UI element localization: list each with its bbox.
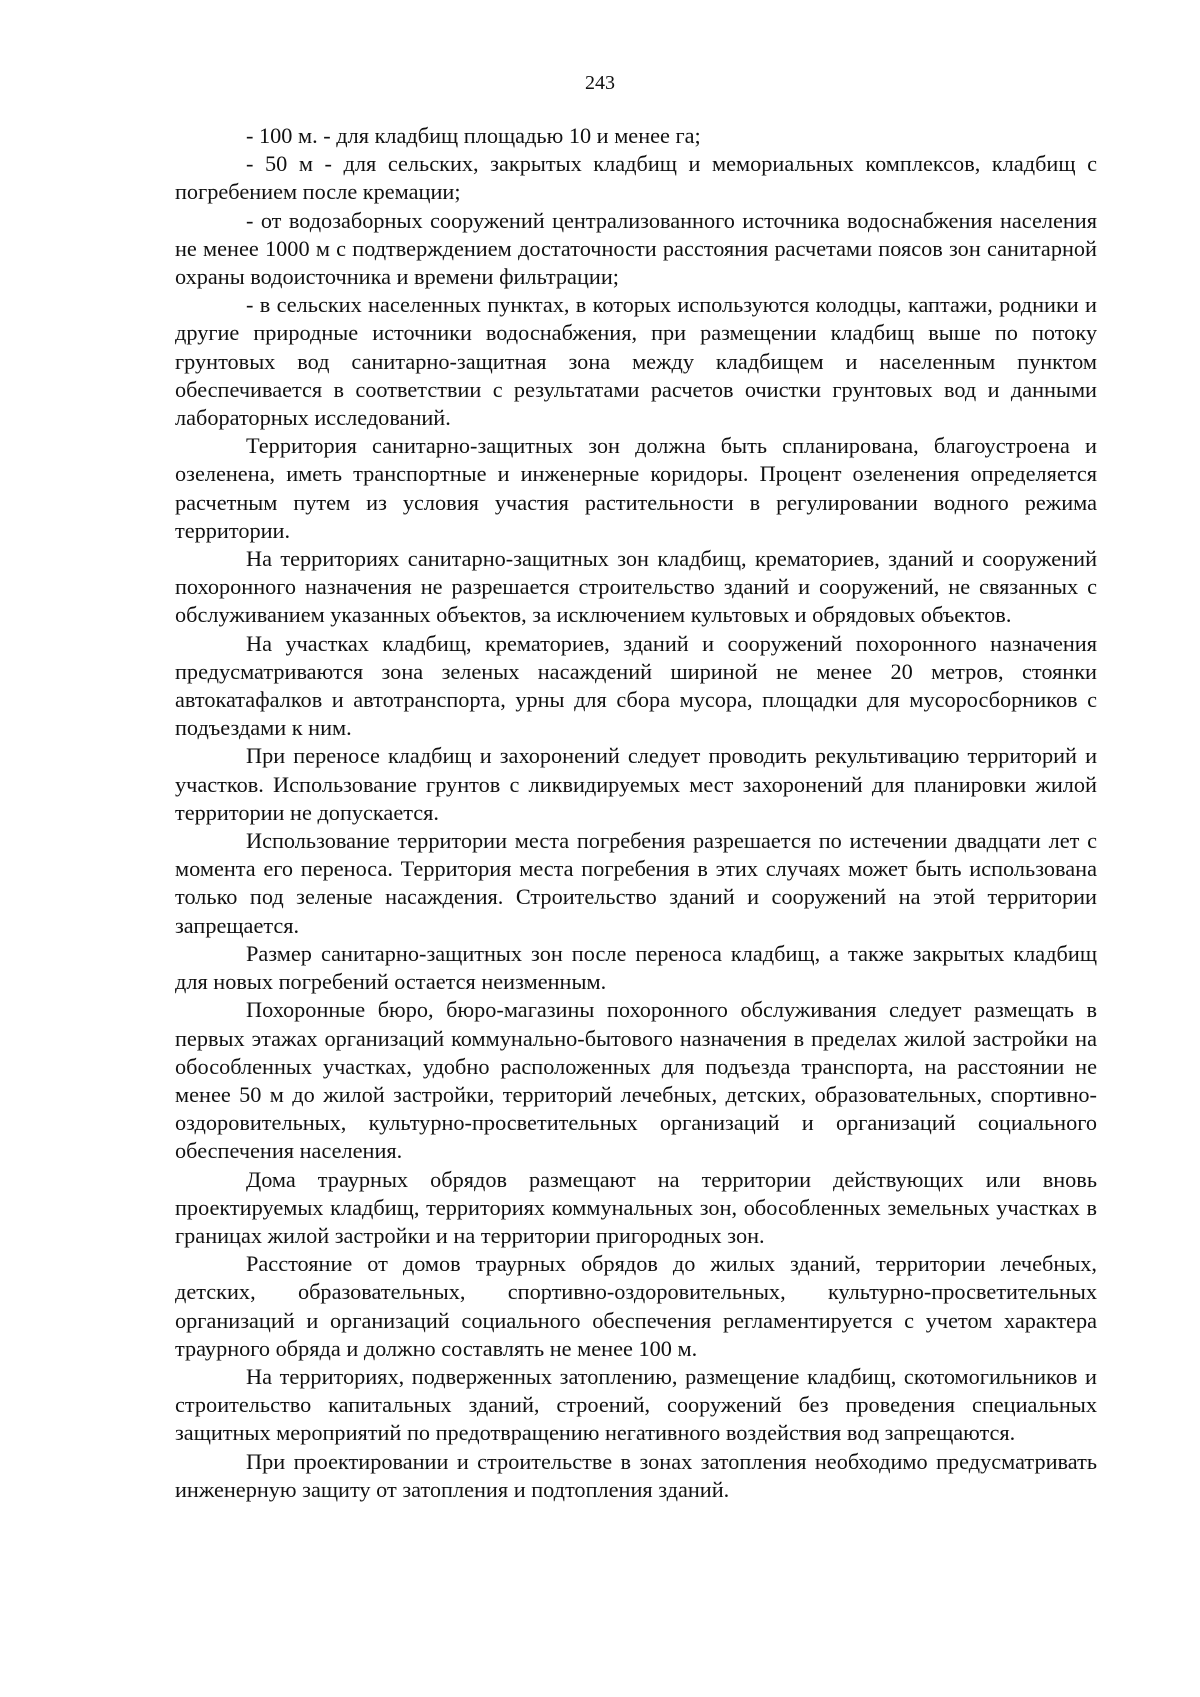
document-body: [175, 122, 1097, 1504]
paragraph-flood-areas: На территориях, подверженных затоплению, размещение кладбищ, скотомогильников и строительство капитальных зданий, строений, сооружений без проведения специальных защитных мероприятий по предотвращению негативного воздействия вод запрещаются.: [175, 1363, 1097, 1446]
paragraph-green-zone: На участках кладбищ, крематориев, зданий и сооружений похоронного назначения предусматриваются зона зеленых насаждений шириной не менее 20 метров, стоянки автокатафалков и автотранспорта, урны для сбора мусора, площадки для мусоросборников с подъездами к ним.: [175, 630, 1097, 741]
paragraph-zone-size: Размер санитарно-защитных зон после переноса кладбищ, а также закрытых кладбищ для новых погребений остается неизменным.: [175, 940, 1097, 995]
paragraph-rural-settlements: - в сельских населенных пунктах, в которых используются колодцы, каптажи, родники и другие природные источники водоснабжения, при размещении кладбищ выше по потоку грунтовых вод санитарно-защитная зона между кладбищем и населенным пунктом обеспечивается в соответствии с результатами расчетов очистки грунтовых вод и данными лабораторных исследований.: [175, 292, 1097, 431]
paragraph-site-reuse: Использование территории места погребения разрешается по истечении двадцати лет с момента его переноса. Территория места погребения в этих случаях может быть использована только под зеленые насаждения. Строительство зданий и сооружений на этой территории запрещается.: [175, 828, 1097, 938]
paragraph-flood-protection: При проектировании и строительстве в зонах затопления необходимо предусматривать инженерную защиту от затопления и подтопления зданий.: [175, 1448, 1097, 1502]
paragraph-territory-landscaping: Территория санитарно-защитных зон должна быть спланирована, благоустроена и озеленена, иметь транспортные и инженерные коридоры. Процент озеленения определяется расчетным путем из условия участия растительности в регулировании водного режима территории.: [175, 433, 1097, 543]
paragraph-construction-ban: На территориях санитарно-защитных зон кладбищ, крематориев, зданий и сооружений похоронного назначения не разрешается строительство зданий и сооружений, не связанных с обслуживанием указанных объектов, за исключением культовых и обрядовых объектов.: [175, 546, 1097, 628]
paragraph-water-intake: - от водозаборных сооружений централизованного источника водоснабжения населения не менее 1000 м с подтверждением достаточности расстояния расчетами поясов зон санитарной охраны водоисточника и времени фильтрации;: [175, 207, 1097, 290]
paragraph-mourning-houses: Дома траурных обрядов размещают на территории действующих или вновь проектируемых кладбищ, территориях коммунальных зон, обособленных земельных участках в границах жилой застройки и на территории пригородных зон.: [175, 1166, 1097, 1248]
paragraph-relocation: При переносе кладбищ и захоронений следует проводить рекультивацию территорий и участков. Использование грунтов с ликвидируемых мест захоронений для планировки жилой территории не допускается.: [175, 743, 1097, 825]
paragraph-100m-rule: - 100 м. - для кладбищ площадью 10 и менее га;: [246, 123, 701, 148]
paragraph-mourning-distance: Расстояние от домов траурных обрядов до жилых зданий, территории лечебных, детских, образовательных, спортивно-оздоровительных, культурно-просветительных организаций и организаций социального обеспечения регламентируется с учетом характера траурного обряда и должно составлять не менее 100 м.: [175, 1251, 1097, 1361]
page-number: 243: [585, 72, 615, 94]
paragraph-funeral-bureaus: Похоронные бюро, бюро-магазины похоронного обслуживания следует размещать в первых этажах организаций коммунально-бытового назначения в пределах жилой застройки на обособленных участках, удобно расположенных для подъезда транспорта, на расстоянии не менее 50 м до жилой застройки, территорий лечебных, детских, образовательных, спортивно-оздоровительных, культурно-просветительных организаций и организаций социального обеспечения населения.: [175, 997, 1097, 1164]
paragraph-50m-rule: - 50 м - для сельских, закрытых кладбищ и мемориальных комплексов, кладбищ с погребением после кремации;: [175, 151, 1097, 205]
